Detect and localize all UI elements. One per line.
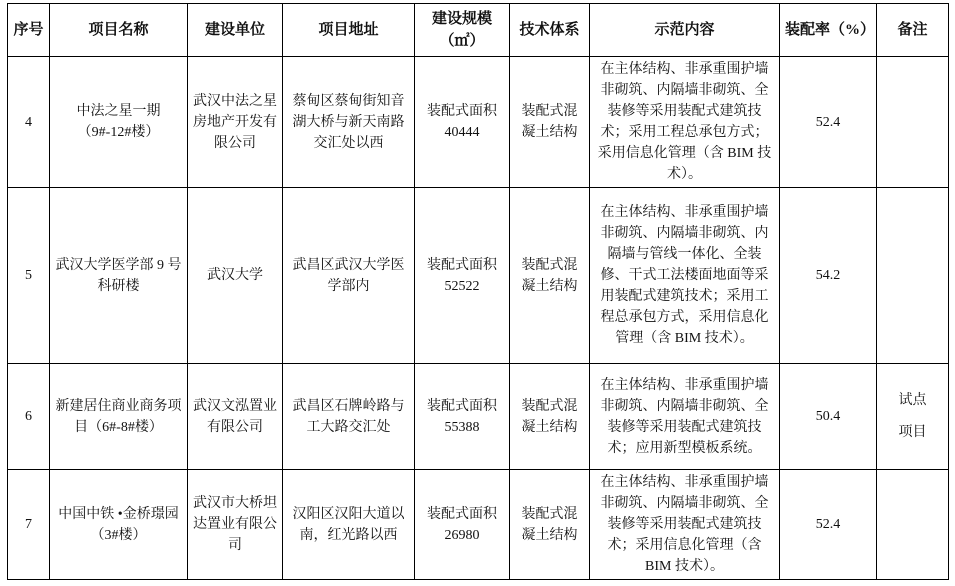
scale-label: 装配式面积 — [427, 257, 497, 273]
cell-construction-unit: 武汉中法之星房地产开发有限公司 — [188, 57, 283, 188]
note-text: 试点项目 — [898, 392, 927, 440]
cell-content: 在主体结构、非承重围护墙非砌筑、内隔墙非砌筑、内隔墙与管线一体化、全装修、干式工法楼面地面等采用装配式建筑技术；采用工程总承包方式，采用信息化管理（含 BIM 技术）。 — [590, 188, 780, 364]
cell-system: 装配式混凝土结构 — [510, 188, 590, 364]
cell-address: 汉阳区汉阳大道以南，红光路以西 — [283, 470, 415, 580]
cell-project-name: 中法之星一期（9#-12#楼） — [50, 57, 188, 188]
cell-content: 在主体结构、非承重围护墙非砌筑、内隔墙非砌筑、全装修等采用装配式建筑技术；采用工程总承包方式；采用信息化管理（含 BIM 技术）。 — [590, 57, 780, 188]
scale-value: 52522 — [444, 278, 480, 294]
cell-note — [877, 470, 949, 580]
scale-value: 55388 — [444, 419, 480, 435]
cell-scale — [415, 364, 510, 470]
table-header-row — [8, 4, 949, 57]
scale-value: 40444 — [444, 125, 480, 140]
header-col-name: 项目名称 — [50, 4, 188, 57]
table-row — [8, 364, 949, 470]
cell-project-name: 新建居住商业商务项目（6#-8#楼） — [50, 364, 188, 470]
scale-label: 装配式面积 — [427, 104, 497, 119]
header-col-index: 序号 — [8, 4, 50, 57]
cell-index: 4 — [8, 57, 50, 188]
cell-address: 武昌区石牌岭路与工大路交汇处 — [283, 364, 415, 470]
scale-label: 装配式面积 — [427, 506, 497, 522]
header-col-note: 备注 — [877, 4, 949, 57]
cell-rate: 54.2 — [780, 188, 877, 364]
header-col-address: 项目地址 — [283, 4, 415, 57]
header-col-scale-line2: （㎡） — [439, 33, 485, 49]
cell-index: 5 — [8, 188, 50, 364]
cell-system: 装配式混凝土结构 — [510, 57, 590, 188]
cell-index: 7 — [8, 470, 50, 580]
cell-scale — [415, 470, 510, 580]
cell-note — [877, 188, 949, 364]
header-col-unit: 建设单位 — [188, 4, 283, 57]
cell-rate: 52.4 — [780, 470, 877, 580]
scale-value: 26980 — [444, 527, 480, 543]
table-row — [8, 470, 949, 580]
header-col-scale-line1: 建设规模 — [431, 11, 492, 27]
table-row — [8, 188, 949, 364]
cell-construction-unit: 武汉市大桥坦达置业有限公司 — [188, 470, 283, 580]
cell-system: 装配式混凝土结构 — [510, 470, 590, 580]
cell-construction-unit: 武汉大学 — [188, 188, 283, 364]
cell-content: 在主体结构、非承重围护墙非砌筑、内隔墙非砌筑、全装修等采用装配式建筑技术；采用信息化管理（含 BIM 技术）。 — [590, 470, 780, 580]
cell-scale — [415, 57, 510, 188]
cell-index: 6 — [8, 364, 50, 470]
header-col-scale — [415, 4, 510, 57]
header-col-system: 技术体系 — [510, 4, 590, 57]
scale-label: 装配式面积 — [427, 398, 497, 414]
table-row — [8, 57, 949, 188]
cell-address: 武昌区武汉大学医学部内 — [283, 188, 415, 364]
header-col-content: 示范内容 — [590, 4, 780, 57]
cell-construction-unit: 武汉文泓置业有限公司 — [188, 364, 283, 470]
cell-note — [877, 57, 949, 188]
cell-project-name: 中国中铁 •金桥璟园（3#楼） — [50, 470, 188, 580]
cell-rate: 52.4 — [780, 57, 877, 188]
projects-table — [7, 3, 949, 580]
cell-note — [877, 364, 949, 470]
cell-rate: 50.4 — [780, 364, 877, 470]
cell-project-name: 武汉大学医学部 9 号科研楼 — [50, 188, 188, 364]
cell-scale — [415, 188, 510, 364]
header-col-rate: 装配率（%） — [780, 4, 877, 57]
cell-content: 在主体结构、非承重围护墙非砌筑、内隔墙非砌筑、全装修等采用装配式建筑技术；应用新型模板系统。 — [590, 364, 780, 470]
cell-system: 装配式混凝土结构 — [510, 364, 590, 470]
cell-address: 蔡甸区蔡甸街知音湖大桥与新天南路交汇处以西 — [283, 57, 415, 188]
